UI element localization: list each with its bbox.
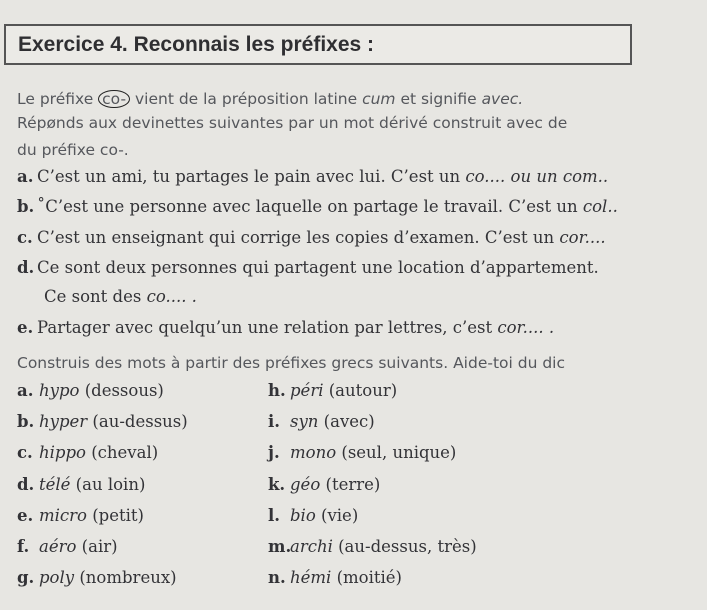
- prefix-meaning: (autour): [323, 381, 398, 400]
- exercise-title: Exercice 4. Reconnais les préfixes :: [18, 32, 375, 56]
- question-answer-hint: cor.... .: [497, 318, 555, 337]
- intro-line1-before: Le préfixe: [17, 90, 99, 108]
- prefix-item-e: [17, 506, 188, 537]
- intro-line-1: [17, 90, 523, 108]
- circled-prefix: co-: [98, 90, 130, 108]
- greek-prefix: télé: [39, 474, 71, 494]
- greek-prefix: archi: [290, 536, 333, 556]
- prefix-item-m: [268, 537, 477, 568]
- intro-line1-mid2: et signifie: [395, 90, 482, 108]
- prefix-meaning: (petit): [87, 505, 144, 525]
- intro-meaning: avec.: [481, 90, 524, 108]
- prefix-list-left: [17, 381, 188, 599]
- greek-prefix: bio: [290, 505, 316, 525]
- prefix-item-f: [17, 537, 188, 568]
- greek-prefix: syn: [290, 412, 319, 432]
- question-d: [17, 258, 599, 277]
- prefix-list-right: [268, 381, 477, 599]
- greek-prefix: hyper: [39, 412, 88, 432]
- question-text: Ce sont des: [44, 287, 147, 306]
- greek-prefix: mono: [290, 443, 337, 463]
- prefix-letter: h.: [268, 381, 286, 400]
- prefix-letter: e.: [17, 505, 34, 525]
- question-b: [17, 197, 618, 216]
- prefix-item-g: [17, 568, 188, 599]
- question-c: [17, 228, 606, 247]
- prefix-letter: l.: [268, 505, 281, 525]
- intro-latin-word: cum: [362, 90, 396, 108]
- prefix-meaning: (air): [76, 536, 118, 556]
- prefix-letter: n.: [268, 568, 286, 588]
- prefix-letter: j.: [268, 443, 280, 463]
- construis-instruction: Construis des mots à partir des préfixes grecs suivants. Aide-toi du dic: [17, 354, 565, 372]
- intro-line1-mid: vient de la préposition latine: [130, 90, 363, 108]
- question-letter: e.: [17, 318, 34, 337]
- prefix-letter: f.: [17, 536, 30, 556]
- question-letter: c.: [17, 228, 33, 247]
- greek-prefix: péri: [290, 381, 324, 400]
- prefix-meaning: (avec): [318, 412, 375, 432]
- greek-prefix: hippo: [39, 443, 86, 463]
- prefix-letter: b.: [17, 412, 35, 432]
- greek-prefix: hémi: [290, 568, 332, 588]
- prefix-letter: m.: [268, 536, 292, 556]
- question-text: Ce sont deux personnes qui partagent une location d’appartement.: [37, 258, 599, 277]
- prefix-meaning: (dessous): [79, 381, 164, 400]
- exercise-title-box: [4, 24, 632, 65]
- prefix-meaning: (au-dessus, très): [332, 536, 477, 556]
- question-text: C’est un enseignant qui corrige les copies d’examen. C’est un: [37, 228, 560, 247]
- prefix-meaning: (au-dessus): [87, 412, 188, 432]
- prefix-item-j: [268, 443, 477, 474]
- question-answer-hint: co.... ou un com..: [465, 167, 609, 186]
- question-letter: d.: [17, 258, 35, 277]
- greek-prefix: géo: [290, 474, 321, 494]
- question-letter: b.: [17, 197, 35, 216]
- intro-line-3: du préfixe co-.: [17, 141, 129, 159]
- question-answer-hint: col..: [582, 197, 618, 216]
- greek-prefix: hypo: [39, 381, 80, 400]
- prefix-letter: k.: [268, 474, 286, 494]
- prefix-letter: a.: [17, 381, 34, 400]
- question-e: [17, 318, 554, 337]
- question-letter: a.: [17, 167, 34, 186]
- prefix-item-b: [17, 412, 188, 443]
- prefix-item-d: [17, 475, 188, 506]
- question-d-continuation: [44, 287, 197, 306]
- question-text: ˚C’est une personne avec laquelle on partage le travail. C’est un: [37, 197, 583, 216]
- prefix-letter: d.: [17, 474, 35, 494]
- prefix-item-i: [268, 412, 477, 443]
- greek-prefix: aéro: [39, 536, 77, 556]
- prefix-item-h: [268, 381, 477, 412]
- prefix-meaning: (vie): [315, 505, 359, 525]
- prefix-meaning: (cheval): [85, 443, 159, 463]
- prefix-meaning: (au loin): [70, 474, 146, 494]
- question-text: Partager avec quelqu’un une relation par lettres, c’est: [37, 318, 498, 337]
- prefix-item-a: [17, 381, 188, 412]
- question-a: [17, 167, 608, 186]
- greek-prefix: micro: [39, 505, 87, 525]
- intro-line-2: Répønds aux devinettes suivantes par un mot dérivé construit avec de: [17, 114, 568, 132]
- prefix-item-n: [268, 568, 477, 599]
- prefix-letter: i.: [268, 412, 281, 432]
- prefix-letter: g.: [17, 568, 35, 588]
- prefix-item-l: [268, 506, 477, 537]
- question-text: C’est un ami, tu partages le pain avec lui. C’est un: [37, 167, 466, 186]
- prefix-meaning: (moitié): [331, 568, 402, 588]
- question-answer-hint: cor....: [559, 228, 606, 247]
- question-answer-hint: co.... .: [146, 287, 197, 306]
- greek-prefix: poly: [39, 568, 75, 588]
- prefix-meaning: (seul, unique): [336, 443, 457, 463]
- prefix-item-c: [17, 443, 188, 474]
- prefix-letter: c.: [17, 443, 33, 463]
- prefix-item-k: [268, 475, 477, 506]
- prefix-meaning: (nombreux): [74, 568, 177, 588]
- prefix-meaning: (terre): [320, 474, 381, 494]
